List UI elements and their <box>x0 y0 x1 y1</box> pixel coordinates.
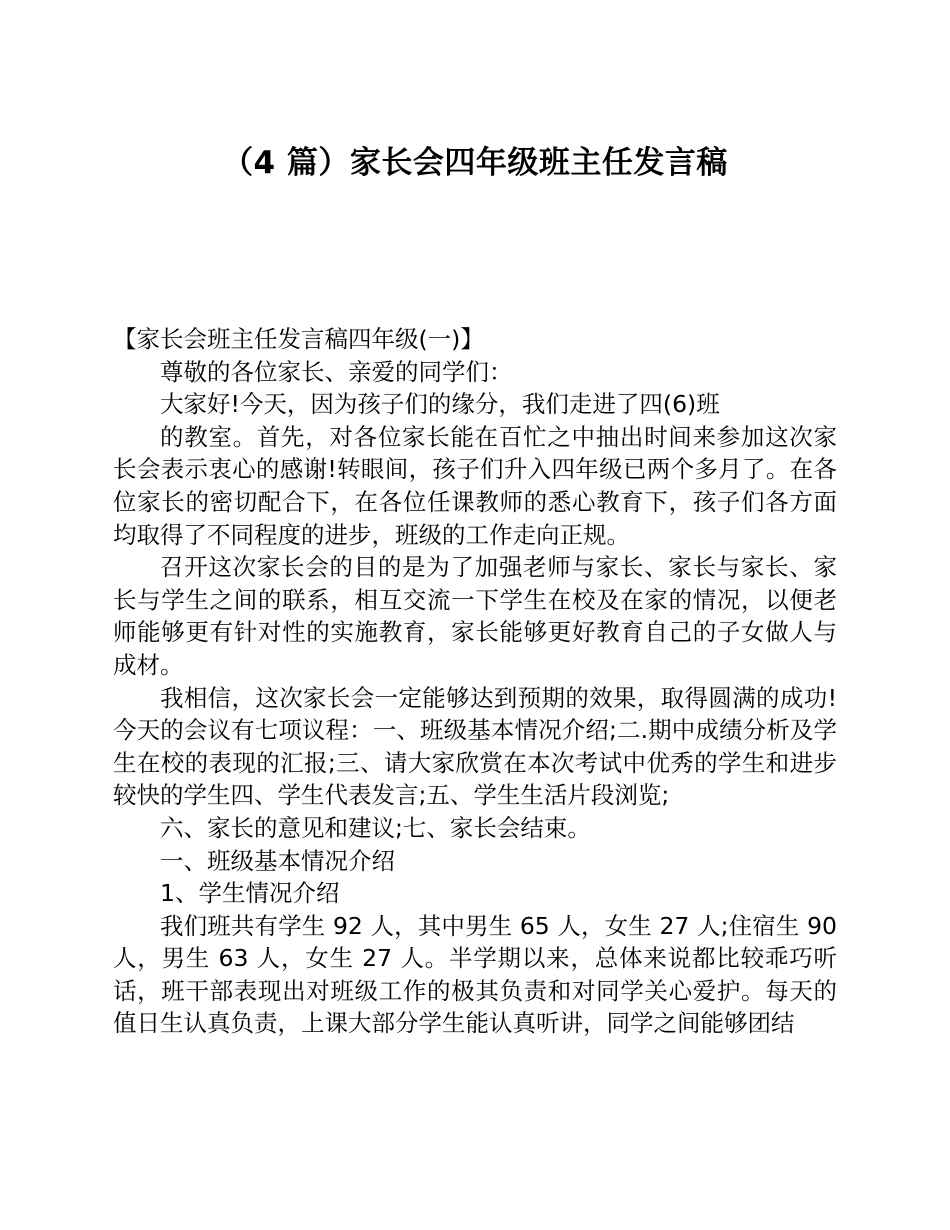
heading-student-overview: 1、学生情况介绍 <box>160 879 340 908</box>
paragraph-welcome: 的教室。首先，对各位家长能在百忙之中抽出时间来参加这次家长会表示衷心的感谢!转眼间，孩子们升入四年级已两个多月了。在各位家长的密切配合下，在各位任课教师的悉心教育下，孩子们各方面均取得了不同程度的进步，班级的工作走向正规。 <box>113 422 837 549</box>
heading-class-overview: 一、班级基本情况介绍 <box>160 846 395 875</box>
paragraph-agenda-end: 六、家长的意见和建议;七、家长会结束。 <box>160 813 591 842</box>
paragraph-greeting: 大家好!今天，因为孩子们的缘分，我们走进了四(6)班 <box>160 390 720 419</box>
section-heading: 【家长会班主任发言稿四年级(一)】 <box>113 325 484 353</box>
paragraph-salutation: 尊敬的各位家长、亲爱的同学们： <box>160 357 513 386</box>
document-title: （4 篇）家长会四年级班主任发言稿 <box>222 145 728 181</box>
paragraph-purpose: 召开这次家长会的目的是为了加强老师与家长、家长与家长、家长与学生之间的联系，相互交流一下学生在校及在家的情况，以便老师能够更有针对性的实施教育，家长能够更好教育自己的子女做人与成材。 <box>113 553 837 679</box>
document-body <box>113 323 837 1040</box>
paragraph-student-details: 我们班共有学生 92 人，其中男生 65 人，女生 27 人;住宿生 90 人，男生 63 人，女生 27 人。半学期以来，总体来说都比较乖巧听话，班干部表现出对班级工作的极其负责和对同学关心爱护。每天的值日生认真负责，上课大部分学生能认真听讲，同学之间能够团结 <box>113 911 837 1038</box>
paragraph-agenda: 我相信，这次家长会一定能够达到预期的效果，取得圆满的成功! 今天的会议有七项议程：一、班级基本情况介绍;二.期中成绩分析及学生在校的表现的汇报;三、请大家欣赏在本次考试中优秀的学生和进步较快的学生四、学生代表发言;五、学生生活片段浏览; <box>113 683 837 810</box>
